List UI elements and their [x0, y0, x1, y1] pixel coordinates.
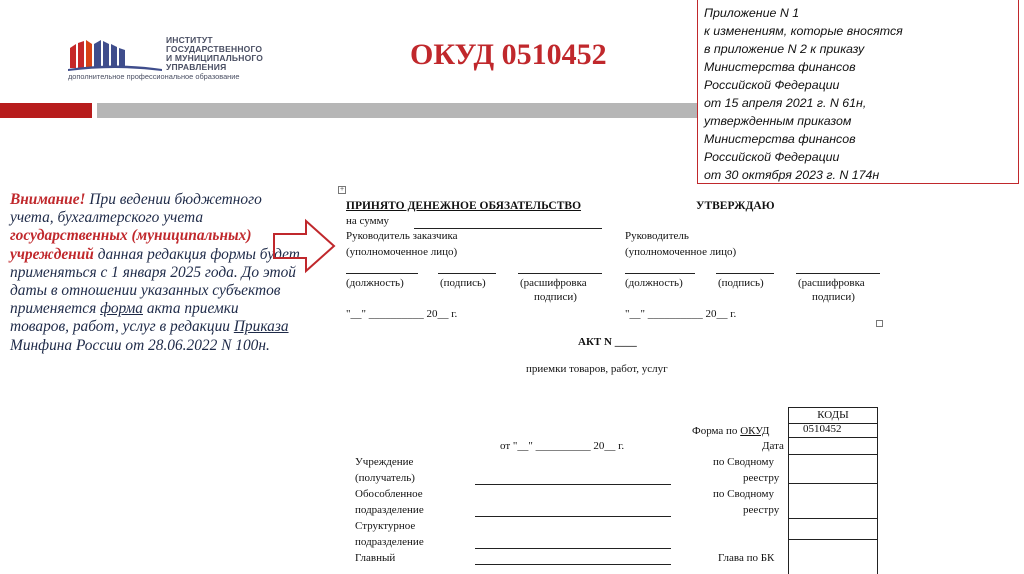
notice-institutions: государственных (муниципальных) учреждений: [10, 227, 252, 263]
authorized-label: (уполномоченное лицо): [346, 246, 458, 258]
main-line: [475, 564, 671, 565]
annex-line: утвержденным приказом: [704, 114, 852, 128]
decoding-caption-3: (расшифровка: [798, 277, 865, 289]
separate-line: [475, 516, 671, 517]
notice-text-1: При ведении бюджетного учета, бухгалтерского учета: [10, 191, 262, 227]
svod-label-1b: реестру: [743, 472, 780, 484]
svod-label-2b: реестру: [743, 504, 780, 516]
decoding-caption: (расшифровка: [520, 277, 587, 289]
svod-cell-2: [788, 484, 878, 519]
signature-line: [438, 273, 496, 274]
notice-text-4: Минфина России от 28.06.2022 N 100н.: [10, 336, 270, 354]
authorized-label-2: (уполномоченное лицо): [625, 246, 737, 258]
date-cell: [788, 438, 878, 455]
approve-title: УТВЕРЖДАЮ: [696, 200, 775, 212]
annex-line: в приложение N 2 к приказу: [704, 42, 865, 56]
notice-text-3: акта приемки товаров, работ, услуг в редакции: [10, 300, 239, 336]
svod-label-1: по Сводному: [713, 456, 775, 468]
annex-line: Министерства финансов: [704, 60, 856, 74]
position-caption-2: (должность): [625, 277, 683, 289]
attention-notice: [10, 191, 300, 355]
separate-label-2: подразделение: [355, 504, 424, 516]
codes-header: КОДЫ: [788, 407, 878, 424]
struct-line: [475, 548, 671, 549]
act-form: [338, 186, 904, 574]
institute-logo: [68, 36, 298, 80]
decoding-caption-2: подписи): [534, 291, 577, 303]
accepted-obligation-title: ПРИНЯТО ДЕНЕЖНОЕ ОБЯЗАТЕЛЬСТВО: [346, 200, 582, 212]
annex-line: Приложение N 1: [704, 6, 800, 20]
okud-label: [692, 425, 769, 437]
annex-line: от 15 апреля 2021 г. N 61н,: [704, 96, 867, 110]
form-link[interactable]: форма: [100, 300, 143, 318]
okud-cell: [788, 423, 878, 438]
signature-caption-2: (подпись): [718, 277, 764, 289]
annex-box: [697, 0, 1019, 184]
right-arrow-icon: [272, 218, 338, 274]
okud-link[interactable]: ОКУД: [740, 425, 770, 437]
annex-line: от 30 октября 2023 г. N 174н: [704, 168, 880, 182]
okud-value: 0510452: [803, 423, 842, 435]
separate-label: Обособленное: [355, 488, 423, 500]
slide-title: ОКУД 0510452: [410, 38, 607, 71]
annex-line: Российской Федерации: [704, 78, 840, 92]
decoding-line: [518, 273, 602, 274]
for-amount-label: на сумму: [346, 215, 390, 227]
decoding-line-2: [796, 273, 880, 274]
main-label: Главный: [355, 552, 396, 564]
act-subtitle: приемки товаров, работ, услуг: [526, 363, 668, 375]
notice-text-2: данная редакция формы будет применяться с 1 января 2025 года. До этой даты в отношении указанных субъектов применяется: [10, 245, 300, 318]
customer-head-label: Руководитель заказчика: [346, 230, 458, 242]
logo-line-4: УПРАВЛЕНИЯ: [166, 62, 227, 72]
svod-cell-1: [788, 455, 878, 484]
annex-line: Российской Федерации: [704, 150, 840, 164]
logo-line-2: ГОСУДАРСТВЕННОГО: [166, 44, 263, 54]
svod-label-2: по Сводному: [713, 488, 775, 500]
okud-label-text: Форма по: [692, 425, 738, 437]
red-accent-bar: [0, 103, 92, 118]
position-line: [346, 273, 418, 274]
table-anchor-icon: +: [339, 186, 345, 193]
order-link[interactable]: Приказа: [233, 318, 289, 336]
annex-line: Министерства финансов: [704, 132, 856, 146]
resize-handle-icon: [876, 320, 883, 327]
position-caption: (должность): [346, 277, 404, 289]
attention-label: Внимание!: [10, 191, 86, 208]
books-logo-icon: [68, 38, 162, 72]
gray-accent-bar: [97, 103, 700, 118]
struct-label: Структурное: [355, 520, 416, 532]
logo-tagline: дополнительное профессиональное образование: [68, 72, 240, 81]
from-date: от "__" __________ 20__ г.: [500, 440, 625, 452]
date-line-left: "__" __________ 20__ г.: [346, 308, 458, 320]
logo-line-1: ИНСТИТУТ: [166, 35, 213, 45]
institution-label: Учреждение: [355, 456, 414, 468]
decoding-caption-4: подписи): [812, 291, 855, 303]
signature-caption: (подпись): [440, 277, 486, 289]
struct-cell: [788, 519, 878, 540]
head-label: Руководитель: [625, 230, 689, 242]
act-title: АКТ N ____: [578, 336, 637, 348]
amount-line: [414, 228, 602, 229]
institution-label-2: (получатель): [355, 472, 415, 484]
signature-line-2: [716, 273, 774, 274]
institution-line: [475, 484, 671, 485]
annex-line: к изменениям, которые вносятся: [704, 24, 903, 38]
struct-label-2: подразделение: [355, 536, 424, 548]
chapter-bk-label: Глава по БК: [718, 552, 775, 564]
date-label: Дата: [762, 440, 784, 452]
logo-line-3: И МУНИЦИПАЛЬНОГО: [166, 53, 264, 63]
position-line-2: [625, 273, 695, 274]
bk-cell: [788, 540, 878, 574]
date-line-right: "__" __________ 20__ г.: [625, 308, 737, 320]
